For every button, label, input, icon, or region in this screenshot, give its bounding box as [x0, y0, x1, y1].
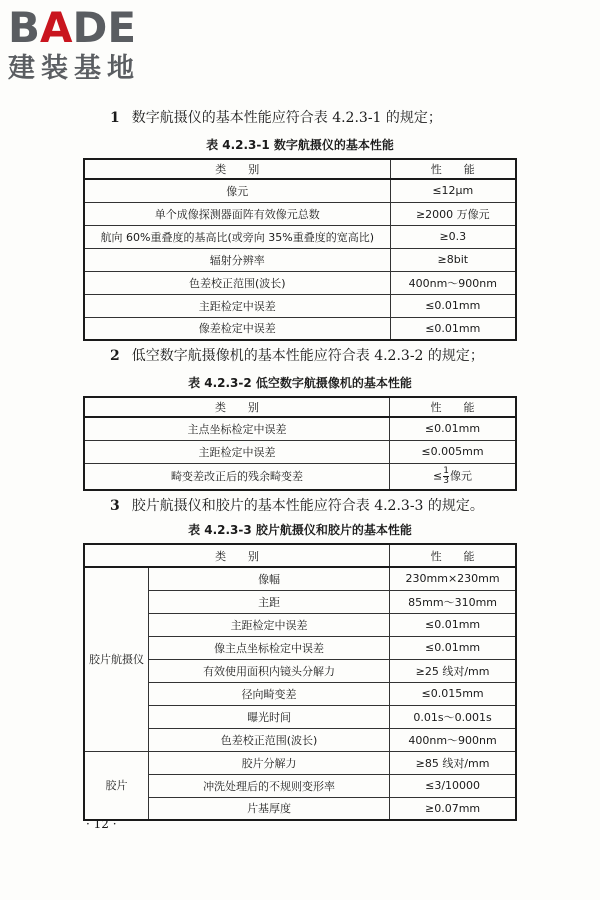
clause-2: [110, 347, 484, 365]
logo-wordmark: BADE: [8, 3, 137, 52]
cell-performance: ≥25 线对/mm: [390, 659, 516, 682]
clause-number: 1: [110, 110, 120, 126]
cell-category: 像主点坐标检定中误差: [149, 636, 390, 659]
clause-number: 3: [110, 498, 120, 514]
table-row: [84, 248, 516, 271]
table-row: [84, 202, 516, 225]
logo-subtitle: 建装基地: [8, 53, 140, 84]
cell-category: 像差检定中误差: [84, 317, 390, 340]
clause-number: 2: [110, 348, 120, 364]
clause-text: 低空数字航摄像机的基本性能应符合表 4.2.3-2 的规定；: [131, 348, 484, 364]
table-row: [84, 271, 516, 294]
table-header-row: [84, 159, 516, 179]
cell-performance: ≤12μm: [390, 179, 516, 202]
table-row: [84, 636, 516, 659]
cell-category: 径向畸变差: [149, 682, 390, 705]
table-row: [84, 705, 516, 728]
cell-category: 主距检定中误差: [84, 440, 390, 463]
table-row: [84, 179, 516, 202]
cell-performance: ≤3/10000: [390, 774, 516, 797]
cell-performance: ≥2000 万像元: [390, 202, 516, 225]
cell-performance: ≥8bit: [390, 248, 516, 271]
cell-performance: ≤0.015mm: [390, 682, 516, 705]
cell-performance: ≤0.01mm: [390, 317, 516, 340]
fraction-denominator: 3: [443, 475, 449, 486]
cell-category: 片基厚度: [149, 797, 390, 820]
header-category: 类 别: [84, 159, 390, 179]
table-row: [84, 463, 516, 490]
page-number: · 12 ·: [86, 817, 117, 831]
cell-performance: ≤0.01mm: [390, 613, 516, 636]
cell-performance: ≥0.07mm: [390, 797, 516, 820]
cell-category: 单个成像探测器面阵有效像元总数: [84, 202, 390, 225]
clause-3: [110, 497, 484, 515]
cell-performance: 0.01s～0.001s: [390, 705, 516, 728]
table-row: [84, 417, 516, 440]
cell-category: 航向 60%重叠度的基高比(或旁向 35%重叠度的宽高比): [84, 225, 390, 248]
logo: [8, 3, 178, 88]
table-3: [83, 543, 517, 821]
header-performance: 性 能: [390, 544, 516, 567]
table-row: [84, 590, 516, 613]
fraction: [443, 467, 449, 486]
table-1: [83, 158, 517, 341]
table-row: [84, 294, 516, 317]
cell-category: 色差校正范围(波长): [84, 271, 390, 294]
unit-text: 像元: [449, 469, 472, 483]
cell-category: 畸变差改正后的残余畸变差: [84, 463, 390, 490]
leq-symbol: ≤: [433, 469, 443, 483]
table-row: [84, 797, 516, 820]
table-row: [84, 613, 516, 636]
cell-category: 像幅: [149, 567, 390, 590]
clause-1: [110, 109, 442, 127]
cell-performance: ≤0.01mm: [390, 294, 516, 317]
cell-category: 主距: [149, 590, 390, 613]
table-row: [84, 225, 516, 248]
fraction-numerator: 1: [443, 465, 449, 476]
cell-performance: ≥85 线对/mm: [390, 751, 516, 774]
header-category: 类 别: [84, 544, 390, 567]
cell-performance: ≤0.01mm: [390, 636, 516, 659]
group-label-film: 胶片: [84, 751, 149, 820]
table-row: [84, 567, 516, 590]
table-row: [84, 682, 516, 705]
header-category: 类 别: [84, 397, 390, 417]
table-row: [84, 728, 516, 751]
cell-performance: [390, 463, 517, 490]
cell-category: 冲洗处理后的不规则变形率: [149, 774, 390, 797]
table-header-row: [84, 397, 516, 417]
cell-category: 像元: [84, 179, 390, 202]
cell-category: 辐射分辨率: [84, 248, 390, 271]
table-row: [84, 774, 516, 797]
table-row: [84, 317, 516, 340]
table-3-caption: 表 4.2.3-3 胶片航摄仪和胶片的基本性能: [188, 523, 412, 537]
table-header-row: [84, 544, 516, 567]
table-row: [84, 659, 516, 682]
cell-performance: ≤0.01mm: [390, 417, 517, 440]
table-row: [84, 440, 516, 463]
cell-performance: 400nm～900nm: [390, 728, 516, 751]
cell-category: 曝光时间: [149, 705, 390, 728]
group-label-camera: 胶片航摄仪: [84, 567, 149, 751]
clause-text: 数字航摄仪的基本性能应符合表 4.2.3-1 的规定；: [131, 110, 442, 126]
cell-category: 有效使用面积内镜头分解力: [149, 659, 390, 682]
clause-text: 胶片航摄仪和胶片的基本性能应符合表 4.2.3-3 的规定。: [131, 498, 484, 514]
table-row: [84, 751, 516, 774]
cell-performance: 85mm～310mm: [390, 590, 516, 613]
header-performance: 性 能: [390, 159, 516, 179]
cell-category: 主距检定中误差: [84, 294, 390, 317]
header-performance: 性 能: [390, 397, 517, 417]
cell-performance: 230mm×230mm: [390, 567, 516, 590]
table-2: [83, 396, 517, 491]
cell-category: 胶片分解力: [149, 751, 390, 774]
cell-performance: 400nm～900nm: [390, 271, 516, 294]
cell-performance: ≥0.3: [390, 225, 516, 248]
cell-performance: ≤0.005mm: [390, 440, 517, 463]
table-1-caption: 表 4.2.3-1 数字航摄仪的基本性能: [206, 138, 394, 152]
table-2-caption: 表 4.2.3-2 低空数字航摄像机的基本性能: [188, 376, 412, 390]
cell-category: 色差校正范围(波长): [149, 728, 390, 751]
cell-category: 主点坐标检定中误差: [84, 417, 390, 440]
cell-category: 主距检定中误差: [149, 613, 390, 636]
